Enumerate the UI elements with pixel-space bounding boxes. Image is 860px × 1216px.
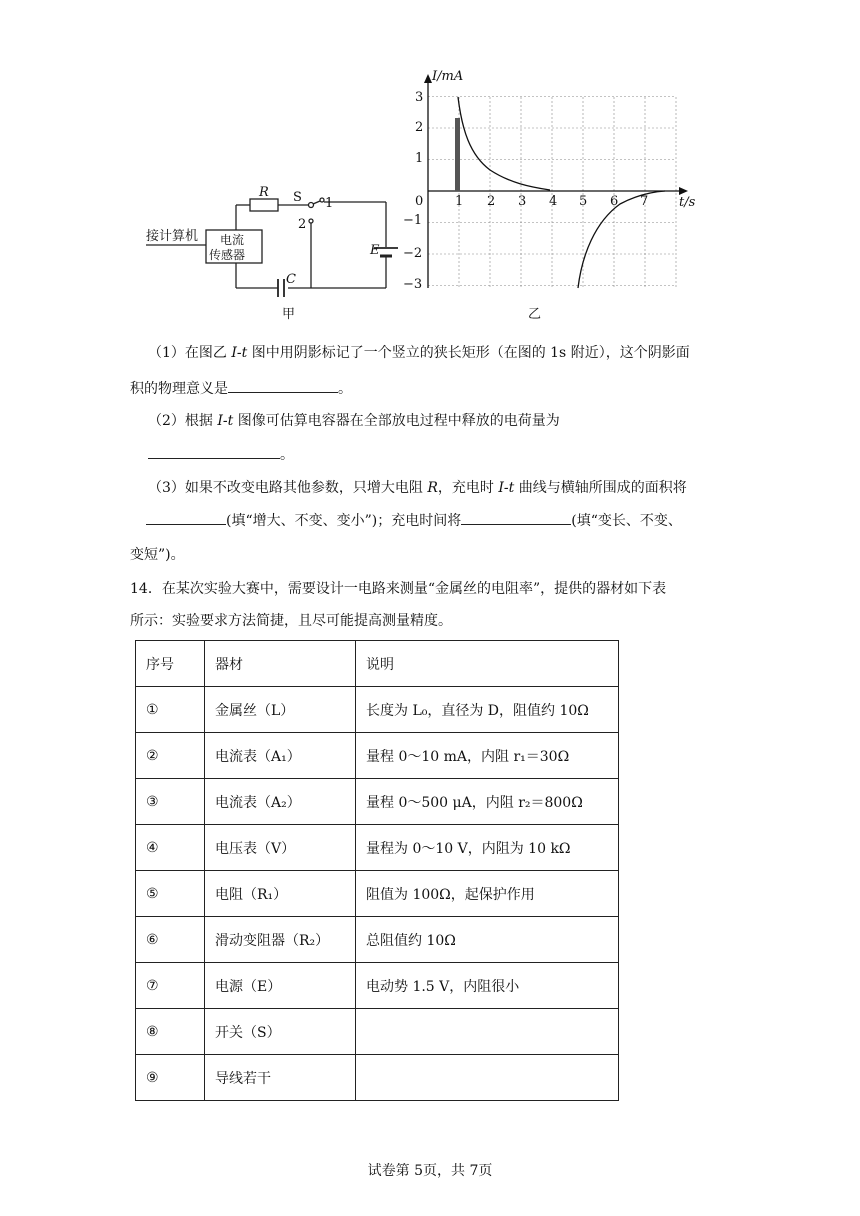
answer-blank-q3a[interactable]	[146, 510, 226, 525]
x-tick-3: 3	[518, 194, 527, 209]
row-description: 长度为 L₀，直径为 D，阻值约 10Ω	[356, 687, 619, 733]
x-tick-4: 4	[549, 194, 558, 209]
row-number: ⑤	[136, 871, 205, 917]
caption-jia: 甲	[282, 307, 296, 322]
table-row	[136, 779, 619, 825]
circuit-diagram	[146, 198, 398, 297]
row-equipment: 金属丝（L）	[205, 687, 356, 733]
caption-yi: 乙	[528, 307, 542, 322]
q14-line2: 所示：实验要求方法简捷，且尽可能提高测量精度。	[130, 613, 452, 629]
label-2: 2	[298, 217, 307, 232]
row-number: ⑧	[136, 1009, 205, 1055]
row-number: ⑦	[136, 963, 205, 1009]
row-number: ⑥	[136, 917, 205, 963]
sensor-label-1: 电流	[220, 233, 245, 247]
switch-pivot	[309, 203, 314, 208]
label-R: R	[259, 185, 269, 200]
page-footer: 试卷第 5页，共 7页	[367, 1163, 493, 1179]
x-tick-6: 6	[610, 194, 619, 209]
header-no: 序号	[136, 641, 205, 687]
label-S: S	[293, 190, 302, 205]
table-row	[136, 687, 619, 733]
x-tick-2: 2	[487, 194, 496, 209]
row-description: 阻值为 100Ω，起保护作用	[356, 871, 619, 917]
y-tick-neg2: −2	[403, 246, 423, 261]
row-equipment: 开关（S）	[205, 1009, 356, 1055]
origin-label: 0	[415, 194, 424, 209]
y-tick-1: 1	[415, 151, 424, 166]
row-description: 量程为 0～10 V，内阻为 10 kΩ	[356, 825, 619, 871]
row-equipment: 电阻（R₁）	[205, 871, 356, 917]
header-description: 说明	[356, 641, 619, 687]
q3-line2: (填“增大、不变、变小”)；充电时间将 (填“变长、不变、	[146, 510, 682, 532]
row-equipment: 电流表（A₁）	[205, 733, 356, 779]
answer-blank-q1[interactable]	[228, 378, 338, 393]
q2-line1: （2）根据 I-t 图像可估算电容器在全部放电过程中释放的电荷量为	[148, 413, 560, 429]
resistor-symbol	[250, 199, 278, 211]
equipment-table	[135, 640, 619, 1101]
row-equipment: 电源（E）	[205, 963, 356, 1009]
table-row	[136, 733, 619, 779]
q1-line2: 积的物理意义是 。	[130, 378, 352, 400]
table-row	[136, 1009, 619, 1055]
header-equipment: 器材	[205, 641, 356, 687]
row-number: ③	[136, 779, 205, 825]
y-axis-label: I/mA	[432, 69, 464, 84]
row-description: 量程 0～10 mA，内阻 r₁＝30Ω	[356, 733, 619, 779]
label-C: C	[286, 272, 296, 287]
answer-blank-q3b[interactable]	[461, 510, 571, 525]
row-description	[356, 1055, 619, 1101]
q2-line2: 。	[148, 444, 294, 466]
row-description	[356, 1009, 619, 1055]
discharge-curve	[458, 97, 550, 190]
x-tick-5: 5	[579, 194, 588, 209]
row-description: 电动势 1.5 V，内阻很小	[356, 963, 619, 1009]
sensor-label-2: 传感器	[209, 248, 246, 262]
table-row	[136, 825, 619, 871]
it-graph	[403, 69, 696, 322]
q3-line1: （3）如果不改变电路其他参数，只增大电阻 R，充电时 I-t 曲线与横轴所围成的面积将	[148, 480, 687, 496]
table-row	[136, 1055, 619, 1101]
row-equipment: 电流表（A₂）	[205, 779, 356, 825]
table-row	[136, 917, 619, 963]
q14-line1: 14．在某次实验大赛中，需要设计一电路来测量“金属丝的电阻率”，提供的器材如下表	[130, 581, 667, 597]
row-equipment: 导线若干	[205, 1055, 356, 1101]
physics-figure	[0, 0, 860, 330]
y-tick-3: 3	[415, 90, 424, 105]
row-equipment: 滑动变阻器（R₂）	[205, 917, 356, 963]
shaded-strip	[455, 118, 460, 191]
table-row	[136, 963, 619, 1009]
row-number: ②	[136, 733, 205, 779]
x-axis-label: t/s	[679, 195, 696, 210]
q3-line3: 变短”)。	[130, 547, 185, 563]
y-axis-arrow	[424, 74, 432, 83]
row-description: 总阻值约 10Ω	[356, 917, 619, 963]
row-number: ④	[136, 825, 205, 871]
q1-line1: （1）在图乙 I-t 图中用阴影标记了一个竖立的狭长矩形（在图的 1s 附近），这个阴影面	[148, 345, 690, 361]
row-number: ①	[136, 687, 205, 733]
y-tick-neg3: −3	[403, 277, 423, 292]
row-equipment: 电压表（V）	[205, 825, 356, 871]
table-header-row	[136, 641, 619, 687]
row-description: 量程 0～500 μA，内阻 r₂＝800Ω	[356, 779, 619, 825]
x-tick-7: 7	[640, 194, 649, 209]
x-axis-arrow	[679, 187, 688, 195]
row-number: ⑨	[136, 1055, 205, 1101]
y-tick-2: 2	[415, 120, 424, 135]
y-tick-neg1: −1	[403, 213, 423, 228]
answer-blank-q2[interactable]	[148, 444, 280, 459]
table-row	[136, 871, 619, 917]
label-1: 1	[325, 196, 334, 211]
computer-label: 接计算机	[146, 229, 199, 244]
x-tick-1: 1	[455, 194, 464, 209]
charge-curve	[578, 191, 665, 288]
label-E: E	[370, 243, 380, 258]
